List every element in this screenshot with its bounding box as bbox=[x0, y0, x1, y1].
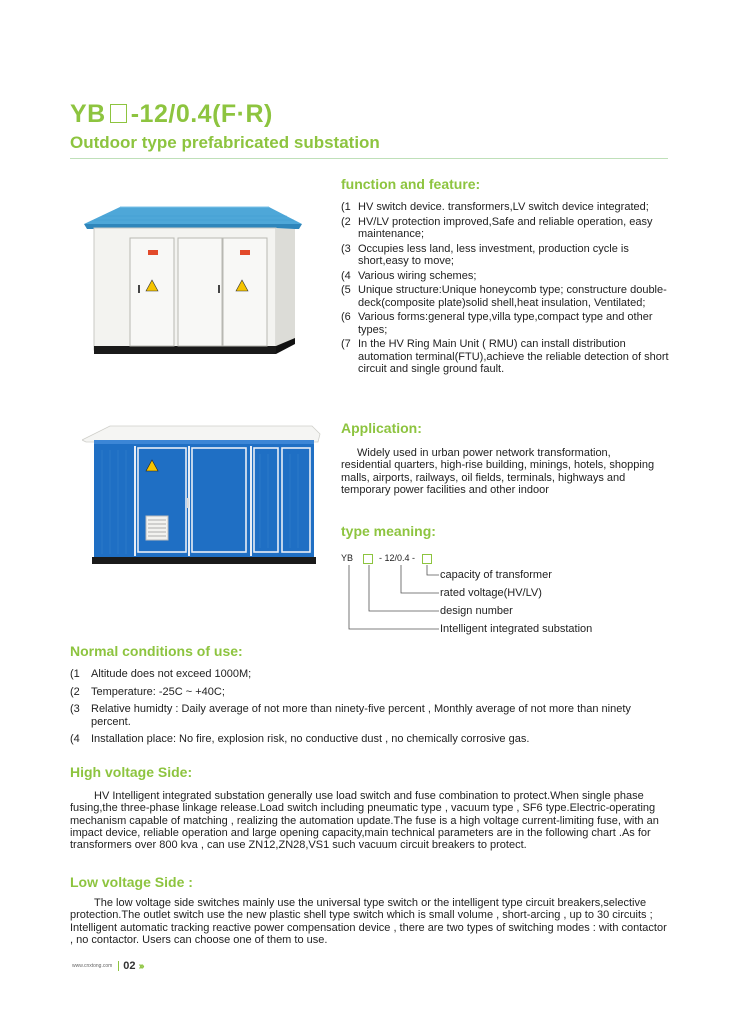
item-text: Altitude does not exceed 1000M; bbox=[91, 668, 252, 680]
item-number: (2 bbox=[341, 215, 351, 228]
list-item bbox=[70, 668, 670, 681]
page-title bbox=[70, 100, 273, 129]
item-number: (2 bbox=[70, 685, 80, 698]
item-text: Various forms:general type,villa type,compact type and other types; bbox=[358, 311, 653, 336]
type-meaning-diagram bbox=[341, 553, 641, 639]
item-text: Temperature: -25C ~ +40C; bbox=[91, 685, 225, 698]
item-number: (1 bbox=[70, 668, 80, 680]
low-voltage-heading: Low voltage Side : bbox=[70, 874, 193, 890]
item-text: In the HV Ring Main Unit ( RMU) can install distribution automation terminal(FTU),achieve the reliable detection of short circuit and single ground fault. bbox=[358, 338, 669, 375]
type-meaning-heading: type meaning: bbox=[341, 523, 436, 539]
blue-substation-image bbox=[82, 420, 322, 570]
high-voltage-text: HV Intelligent integrated substation generally use load switch and fuse combination to protect.When single phase fusing,the three-phase linkage release.Load switch including pneumatic type , vacuum type , SF6 type.Electric-operating mechanism capable of matching , realizing the automation update.The fuse is a high voltage current-limiting fuse, with an impact device, reliable operation and large opening capacity,main technical parameters are in the following chart .As for transformers over 800 kva , can use ZN12,ZN28,VS1 such vacuum circuit breakers to protect. bbox=[70, 790, 659, 852]
type-label: Intelligent integrated substation bbox=[440, 623, 593, 635]
item-text: Occupies less land, less investment, production cycle is short,easy to move; bbox=[358, 242, 629, 267]
type-label: design number bbox=[440, 605, 513, 617]
placeholder-box-icon bbox=[110, 104, 127, 123]
function-list bbox=[341, 201, 681, 378]
item-text: HV/LV protection improved,Safe and reliable operation, easy maintenance; bbox=[358, 215, 653, 240]
title-prefix: YB bbox=[70, 100, 106, 128]
list-item bbox=[341, 270, 681, 283]
item-number: (7 bbox=[341, 338, 351, 350]
type-label: rated voltage(HV/LV) bbox=[440, 587, 542, 599]
footer-url[interactable]: www.cnxtong.com bbox=[72, 963, 113, 969]
type-meaning-connectors bbox=[341, 563, 441, 639]
list-item bbox=[70, 703, 670, 728]
normal-conditions-list bbox=[70, 668, 670, 751]
application-text: Widely used in urban power network transformation, residential quarters, high-rise building, minings, hotels, shopping malls, airports, railways, oil fields, terminals, highways and temporary power facilities and other indoor bbox=[341, 447, 655, 496]
function-heading: function and feature: bbox=[341, 176, 481, 192]
item-text: Installation place: No fire, explosion risk, no conductive dust , no chemically corrosive gas. bbox=[91, 733, 530, 745]
high-voltage-heading: High voltage Side: bbox=[70, 764, 193, 780]
page-subtitle: Outdoor type prefabricated substation bbox=[70, 133, 380, 152]
item-text: Unique structure:Unique honeycomb type; constructure double-deck(composite plate)solid shell,heat insulation, Ventilated; bbox=[358, 284, 667, 309]
header-divider bbox=[70, 158, 668, 159]
item-number: (4 bbox=[70, 733, 80, 745]
footer-divider bbox=[118, 961, 119, 971]
list-item bbox=[341, 338, 681, 376]
title-suffix: -12/0.4(F·R) bbox=[130, 100, 273, 128]
list-item bbox=[70, 686, 670, 699]
list-item bbox=[341, 311, 681, 336]
normal-conditions-heading: Normal conditions of use: bbox=[70, 643, 243, 659]
item-number: (1 bbox=[341, 201, 351, 213]
list-item bbox=[341, 284, 681, 309]
application-heading: Application: bbox=[341, 420, 422, 436]
page-footer bbox=[72, 960, 143, 972]
item-number: (4 bbox=[341, 269, 351, 282]
chevrons-icon: ››› bbox=[138, 960, 143, 972]
item-number: (5 bbox=[341, 284, 351, 296]
code-mid: - 12/0.4 - bbox=[379, 553, 416, 563]
code-yb: YB bbox=[341, 553, 354, 563]
list-item bbox=[341, 243, 681, 268]
item-text: Various wiring schemes; bbox=[358, 269, 477, 282]
item-number: (3 bbox=[341, 242, 351, 255]
list-item bbox=[341, 216, 681, 241]
white-substation-image bbox=[82, 200, 302, 362]
list-item bbox=[70, 733, 670, 746]
item-number: (6 bbox=[341, 311, 351, 323]
item-text: Relative humidty : Daily average of not more than ninety-five percent , Monthly average of not more than ninety percent. bbox=[91, 703, 631, 728]
item-text: HV switch device. transformers,LV switch device integrated; bbox=[358, 201, 649, 213]
list-item bbox=[341, 201, 681, 214]
page-number: 02 bbox=[123, 960, 136, 972]
low-voltage-text: The low voltage side switches mainly use the universal type switch or the intelligent type circuit breakers,selective protection.The outlet switch use the new plastic shell type switch which is small volume , short-arcing , up to 30 circuits ; Intelligent automatic tracking reactive power compensation device , there are two types of switching modes : with contactor , no contactor. Users can choose one of them to use. bbox=[70, 897, 667, 946]
type-label: capacity of transformer bbox=[440, 569, 552, 581]
item-number: (3 bbox=[70, 703, 80, 715]
